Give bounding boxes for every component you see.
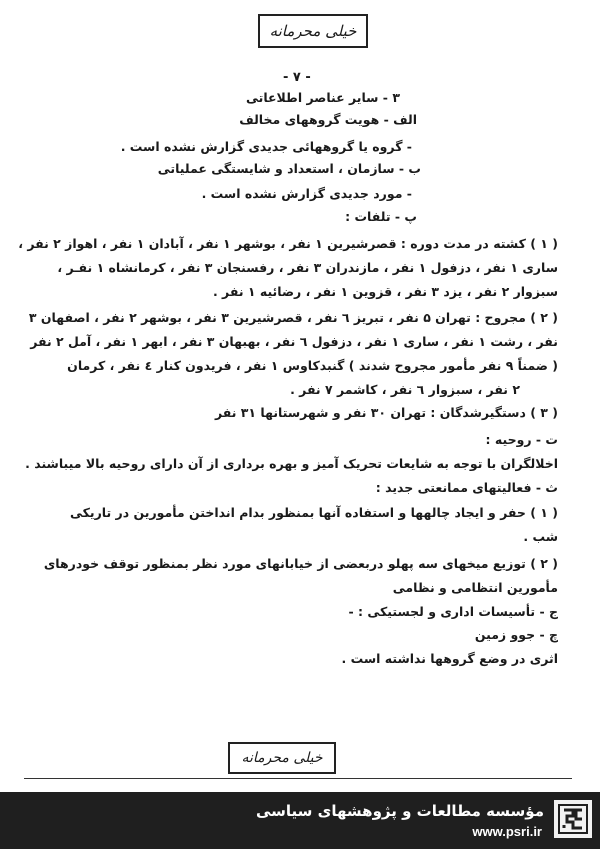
bottom-rule bbox=[24, 778, 572, 779]
casualties-killed-line-3: سبزوار ۲ نفر ، یزد ۳ نفر ، قزوین ۱ نفر ، رضائیه ۱ نفر . bbox=[212, 284, 558, 299]
casualties-killed-line-2: ساری ۱ نفر ، دزفول ۱ نفر ، مازندران ۳ نفر ، رفسنجان ۳ نفر ، کرمانشاه ۱ نفـر ، bbox=[57, 260, 558, 275]
be-heading: ب - سازمان ، استعداد و شایستگی عملیاتی bbox=[157, 161, 421, 176]
classification-stamp-top: خیلی محرمانه bbox=[258, 14, 368, 48]
casualties-killed-line-1: ( ۱ ) کشته در مدت دوره : قصرشیرین ۱ نفر ، بوشهر ۱ نفر ، آبادان ۱ نفر ، اهواز ۲ نفر ، bbox=[18, 236, 558, 251]
alef-heading: الف - هویت گروههای مخالف bbox=[239, 112, 417, 127]
che-heading: چ - جوو زمین bbox=[474, 627, 558, 642]
se-item-2-line-1: ( ۲ ) توزیع میخهای سه پهلو دربعضی از خیابانهای مورد نظر بمنظور توقف خودرهای bbox=[43, 556, 558, 571]
jim-heading: ج - تأسیسات اداری و لجستیکی : - bbox=[348, 604, 558, 619]
pe-heading: پ - تلفات : bbox=[345, 209, 417, 224]
casualties-arrested: ( ۳ ) دستگیرشدگان : تهران ۳۰ نفر و شهرستانها ۳۱ نفر bbox=[214, 405, 558, 420]
te-text: اخلالگران با توجه به شایعات تحریک آمیز و بهره برداری از آن دارای روحیه بالا میباشند . bbox=[25, 456, 558, 471]
be-text: - مورد جدیدی گزارش نشده است . bbox=[201, 186, 412, 201]
publisher-footer bbox=[0, 792, 600, 849]
che-text: اثری در وضع گروهها نداشته است . bbox=[341, 651, 558, 666]
casualties-wounded-line-3: ( ضمناً ۹ نفر مأمور مجروح شدند ) گنبدکاوس ۱ نفر ، فریدون کنار ٤ نفر ، کرمان bbox=[67, 358, 558, 373]
casualties-wounded-line-4: ۲ نفر ، سبزوار ٦ نفر ، کاشمر ۷ نفر . bbox=[290, 382, 520, 397]
se-item-2-line-2: مأمورین انتظامی و نظامی bbox=[392, 580, 558, 595]
classification-stamp-bottom: خیلی محرمانه bbox=[228, 742, 336, 774]
se-item-1-line-2: شب . bbox=[523, 529, 558, 544]
se-heading: ث - فعالیتهای ممانعتی جدید : bbox=[375, 480, 558, 495]
institute-name: مؤسسه مطالعات و پژوهشهای سیاسی bbox=[255, 802, 544, 820]
casualties-wounded-line-2: نفر ، رشت ۱ نفر ، ساری ۱ نفر ، دزفول ٦ نفر ، بهبهان ۳ نفر ، ابهر ۱ نفر ، آمل ۲ نفر bbox=[30, 334, 558, 349]
psri-logo-icon bbox=[554, 800, 592, 838]
se-item-1-line-1: ( ۱ ) حفر و ایجاد چالهها و استفاده آنها بمنظور بدام انداختن مأمورین در تاریکی bbox=[70, 505, 558, 520]
alef-text: - گروه یا گروههائی جدیدی گزارش نشده است . bbox=[120, 139, 412, 154]
page-number: - ۷ - bbox=[283, 70, 311, 85]
te-heading: ت - روحیه : bbox=[485, 432, 558, 447]
section-3-heading: ۳ - سایر عناصر اطلاعاتی bbox=[245, 90, 400, 105]
institute-url: www.psri.ir bbox=[472, 824, 542, 839]
casualties-wounded-line-1: ( ۲ ) مجروح : تهران ۵ نفر ، تبریز ٦ نفر ، قصرشیرین ۳ نفر ، بوشهر ۲ نفر ، اصفهان ۳ bbox=[28, 310, 558, 325]
